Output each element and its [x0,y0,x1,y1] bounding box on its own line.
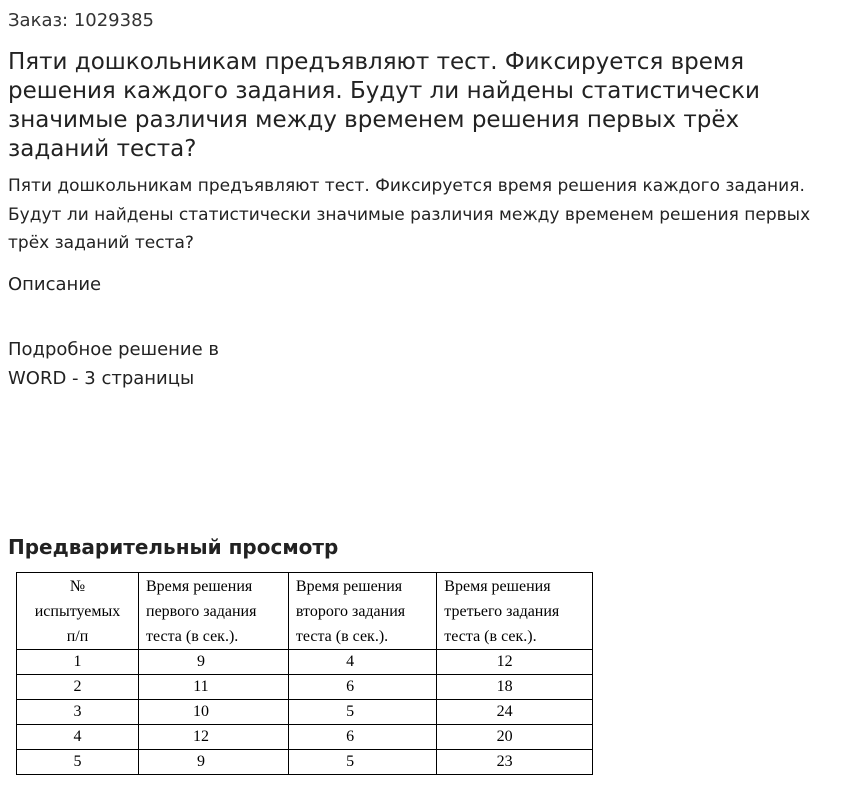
description-text [8,335,268,393]
header-task-2-time [288,573,436,650]
description-line-2: WORD - 3 страницы [8,368,195,389]
table-row [17,650,593,675]
cell-task-2: 4 [288,650,436,675]
header-line: теста (в сек.). [295,628,389,645]
description-line-1: Подробное решение в [8,339,220,360]
cell-subject: 2 [17,675,139,700]
cell-task-1: 9 [139,750,289,775]
preview-table [16,572,593,775]
cell-subject: 3 [17,700,139,725]
cell-task-3: 23 [437,750,593,775]
table-row [17,725,593,750]
header-line: первого задания [146,603,257,620]
header-line: п/п [66,628,89,645]
header-line: третьего задания [444,603,560,620]
cell-task-1: 10 [139,700,289,725]
header-task-3-time [437,573,593,650]
header-line: испытуемых [34,603,121,620]
cell-task-1: 9 [139,650,289,675]
cell-subject: 4 [17,725,139,750]
table-row [17,700,593,725]
header-line: Время решения [295,578,403,595]
cell-subject: 5 [17,750,139,775]
header-subject-number [17,573,139,650]
table-header-row [17,573,593,650]
cell-task-2: 6 [288,725,436,750]
header-line: теста (в сек.). [444,628,537,645]
cell-task-1: 11 [139,675,289,700]
table-row [17,675,593,700]
cell-task-3: 12 [437,650,593,675]
table-row [17,750,593,775]
cell-task-3: 18 [437,675,593,700]
header-line: теста (в сек.). [146,628,239,645]
cell-task-3: 20 [437,725,593,750]
header-line: второго задания [295,603,406,620]
task-text: Пяти дошкольникам предъявляют тест. Фиксируется время решения каждого задания. Будут ли найдены статистически значимые различия между временем решения первых трёх заданий теста? [8,176,811,253]
cell-task-3: 24 [437,700,593,725]
cell-task-2: 5 [288,700,436,725]
header-task-1-time [139,573,289,650]
preview-title: Предварительный просмотр [8,535,339,559]
cell-subject: 1 [17,650,139,675]
header-line: Время решения [444,578,551,595]
description-label: Описание [8,274,102,295]
header-line: Время решения [146,578,253,595]
cell-task-1: 12 [139,725,289,750]
cell-task-2: 5 [288,750,436,775]
order-number: Заказ: 1029385 [8,10,154,31]
header-line: № [69,578,86,595]
cell-task-2: 6 [288,675,436,700]
task-title: Пяти дошкольникам предъявляют тест. Фиксируется время решения каждого задания. Будут ли найдены статистически значимые различия между временем решения первых трёх заданий теста? [8,49,760,162]
